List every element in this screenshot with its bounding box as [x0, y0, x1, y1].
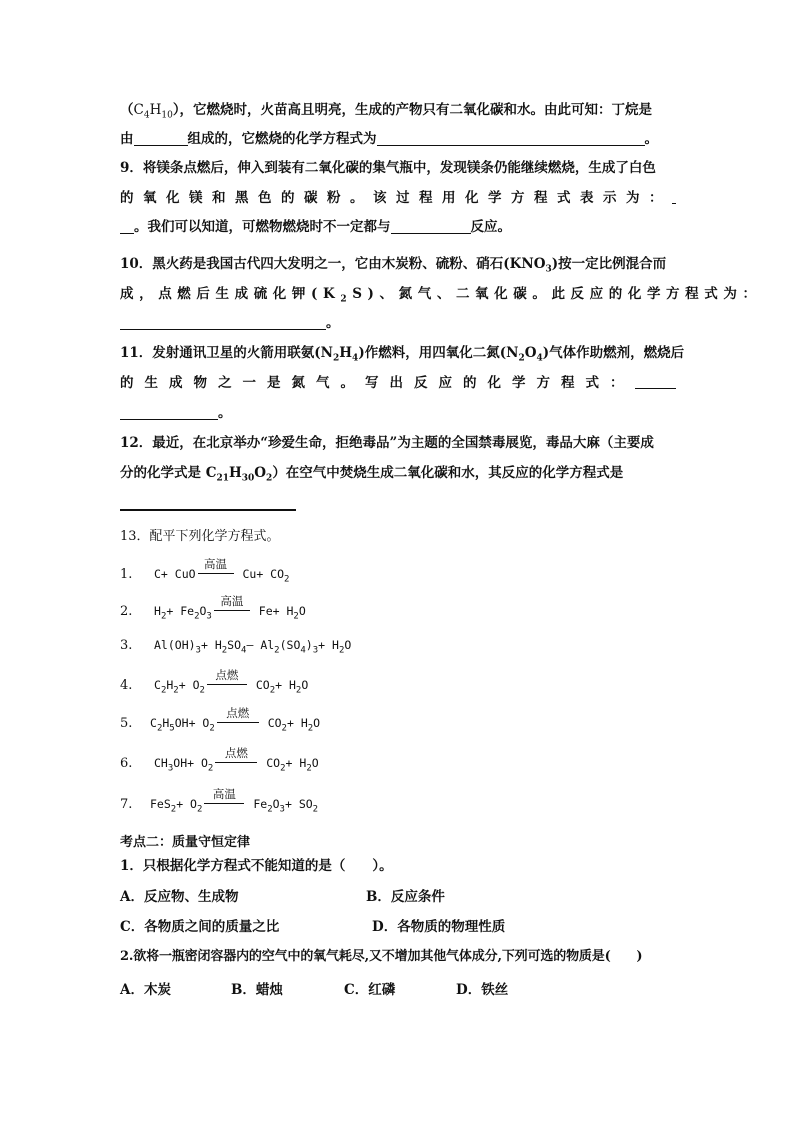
equation-5 — [120, 706, 321, 734]
q12-line2: 分的化学式是 $C_{21}H_{30}O_2$）在空气中焚烧生成二氧化碳和水，其反应的化学方程式是 — [120, 465, 624, 484]
equation-2 — [120, 594, 306, 622]
q8-line1 — [120, 101, 676, 119]
q8-blank-equation[interactable] — [377, 131, 645, 146]
q10-text-2b: S)、氮气、二氧化碳。此反应的化学方程式为： — [352, 286, 762, 302]
reaction-condition — [215, 746, 257, 763]
s2-q1-option-c[interactable]: C．各物质之间的质量之比 — [120, 919, 280, 935]
section-title: 考点二：质量守恒定律 — [120, 835, 251, 850]
s2-q2-option-d[interactable]: D．铁丝 — [456, 982, 509, 998]
q11-line2 — [120, 374, 676, 392]
equation-lhs: $CH_3OH+ O_2$ — [154, 756, 214, 774]
q8-text-2a: 由 — [120, 131, 134, 147]
q11-blank-equation-b[interactable] — [120, 405, 218, 420]
q12-text-2c: O — [254, 465, 267, 481]
q11-blank-equation-a[interactable] — [635, 374, 677, 389]
q12-text-2b: H — [228, 465, 242, 481]
q11-line3 — [120, 404, 676, 422]
equation-rhs: $Fe_2O_3+ SO_2$ — [246, 797, 319, 815]
q12-blank-equation[interactable] — [120, 509, 296, 511]
reaction-condition — [204, 787, 244, 804]
equation-number: 2. — [120, 604, 133, 619]
q10-text-2a: 成，点燃后生成硫化钾(K — [120, 286, 341, 302]
equation-rhs: $CO_2+ H_2O$ — [260, 716, 321, 734]
q11-text-end: 。 — [218, 405, 232, 421]
q11-line1: 11．发射通讯卫星的火箭用联氨$(N_2H_4)$作燃料，用四氧化二氮$(N_2O_4)$气体作助燃剂，燃烧后 — [120, 345, 685, 364]
q12-text-2d: ）在空气中焚烧生成二氧化碳和水，其反应的化学方程式是 — [272, 465, 624, 481]
equation-lhs: C+ CuO — [154, 567, 196, 581]
equation-number: 6. — [120, 756, 133, 771]
equation-number: 1. — [120, 567, 133, 582]
equation-lhs: $C_2H_5OH+ O_2$ — [150, 716, 215, 734]
equation-number: 7. — [120, 797, 133, 812]
s2-q1-option-b[interactable]: B．反应条件 — [366, 889, 445, 905]
q11-text-1c: )作燃料，用四氧化二氮(N — [358, 345, 519, 361]
q9-blank-equation-b[interactable] — [120, 219, 134, 234]
reaction-dash: — — [246, 638, 254, 652]
s2-q2-stem: 2.欲将一瓶密闭容器内的空气中的氧气耗尽,又不增加其他气体成分,下列可选的物质是( ) — [120, 949, 643, 964]
s2-q1-option-a[interactable]: A．反应物、生成物 — [120, 889, 239, 905]
condition-label: 点燃 — [226, 706, 250, 720]
q9-blank-equation-a[interactable] — [672, 189, 676, 204]
q9-text-2: 的氧化镁和黑色的碳粉。该过程用化学方程式表示为： — [120, 190, 672, 206]
equation-6 — [120, 746, 319, 774]
q13-title: 13．配平下列化学方程式。 — [120, 529, 280, 544]
q9-line3 — [120, 218, 676, 236]
condition-label: 高温 — [220, 594, 244, 608]
butane-formula: $C_4H_{10}$ — [133, 102, 173, 121]
equation-7 — [120, 787, 319, 815]
equation-number: 4. — [120, 678, 133, 693]
q10-text-2: 成，点燃后生成硫化钾$(K_2S)$、氮气、二氧化碳。此反应的化学方程式为： — [120, 286, 762, 305]
equation-rhs: $CO_2+ H_2O$ — [259, 756, 319, 774]
equation-rhs: $CO_2+ H_2O$ — [248, 678, 309, 696]
q10-text-end: 。 — [326, 315, 340, 331]
q8-blank-elements[interactable] — [134, 131, 188, 146]
q10-line3 — [120, 314, 676, 332]
equation-lhs: $C_2H_2+ O_2$ — [154, 678, 205, 696]
q10-blank-equation[interactable] — [120, 315, 326, 330]
q10-line2 — [120, 285, 762, 305]
s2-q1-stem: 1．只根据化学方程式不能知道的是（ ）。 — [120, 858, 393, 874]
equation-4 — [120, 668, 309, 696]
q8-text-end: 。 — [644, 131, 658, 147]
q8-paren: （ — [120, 102, 134, 118]
s2-q1-option-d[interactable]: D．各物质的物理性质 — [372, 919, 506, 935]
equation-lhs: $Al(OH)_3+ H_2SO_4$ — [154, 638, 247, 656]
q8-text-2b: 组成的，它燃烧的化学方程式为 — [187, 131, 377, 147]
equation-lhs: $H_2+ Fe_2O_3$ — [154, 604, 212, 622]
s2-q2-option-c[interactable]: C．红磷 — [344, 982, 396, 998]
q11-text-1b: H — [339, 345, 353, 361]
condition-label: 高温 — [212, 787, 236, 801]
equation-3 — [120, 637, 351, 654]
s2-q2-option-a[interactable]: A．木炭 — [120, 982, 171, 998]
reaction-condition — [214, 594, 250, 611]
equation-1 — [120, 557, 290, 585]
equation-rhs: $Cu+ CO_2$ — [235, 567, 290, 585]
q9-blank-substance[interactable] — [391, 219, 471, 234]
equation-rhs: $Al_2(SO_4)_3+ H_2O$ — [253, 638, 352, 656]
q10-line1: 10．黑火药是我国古代四大发明之一，它由木炭粉、硫粉、硝石$(KNO_3)$按一定比例混合而 — [120, 256, 667, 275]
condition-label: 点燃 — [224, 746, 248, 760]
condition-label: 高温 — [204, 557, 228, 571]
equation-number: 3. — [120, 638, 133, 653]
q11-text-1e: )气体作助燃剂，燃烧后 — [542, 345, 685, 361]
q9-text-3b: 反应。 — [470, 219, 511, 235]
condition-label: 点燃 — [215, 668, 239, 682]
q11-text-2: 的生成物之一是氮气。写出反应的化学方程式： — [120, 375, 635, 391]
reaction-condition — [217, 706, 259, 723]
q8-line2 — [120, 130, 676, 148]
q9-line1: 9．将镁条点燃后，伸入到装有二氧化碳的集气瓶中，发现镁条仍能继续燃烧，生成了白色 — [120, 160, 656, 176]
q9-text-3a: 。我们可以知道，可燃物燃烧时不一定都与 — [134, 219, 391, 235]
reaction-condition — [207, 668, 247, 685]
q12-line1: 12．最近，在北京举办“珍爱生命，拒绝毒品”为主题的全国禁毒展览，毒品大麻（主要成 — [120, 435, 654, 451]
s2-q2-option-b[interactable]: B．蜡烛 — [231, 982, 283, 998]
equation-lhs: $FeS_2+ O_2$ — [150, 797, 203, 815]
q12-text-2a: 分的化学式是 C — [120, 465, 217, 481]
equation-number: 5. — [120, 716, 133, 731]
q9-line2 — [120, 189, 676, 207]
q8-text-1: ），它燃烧时，火苗高且明亮，生成的产物只有二氧化碳和水。由此可知：丁烷是 — [172, 102, 653, 118]
q10-text-1b: )按一定比例混合而 — [551, 256, 667, 272]
q10-text-1a: 10．黑火药是我国古代四大发明之一，它由木炭粉、硫粉、硝石(KNO — [120, 256, 546, 272]
reaction-condition — [198, 557, 234, 574]
q11-text-1d: O — [524, 345, 537, 361]
equation-rhs: $Fe+ H_2O$ — [251, 604, 306, 622]
q11-text-1a: 11．发射通讯卫星的火箭用联氨(N — [120, 345, 334, 361]
